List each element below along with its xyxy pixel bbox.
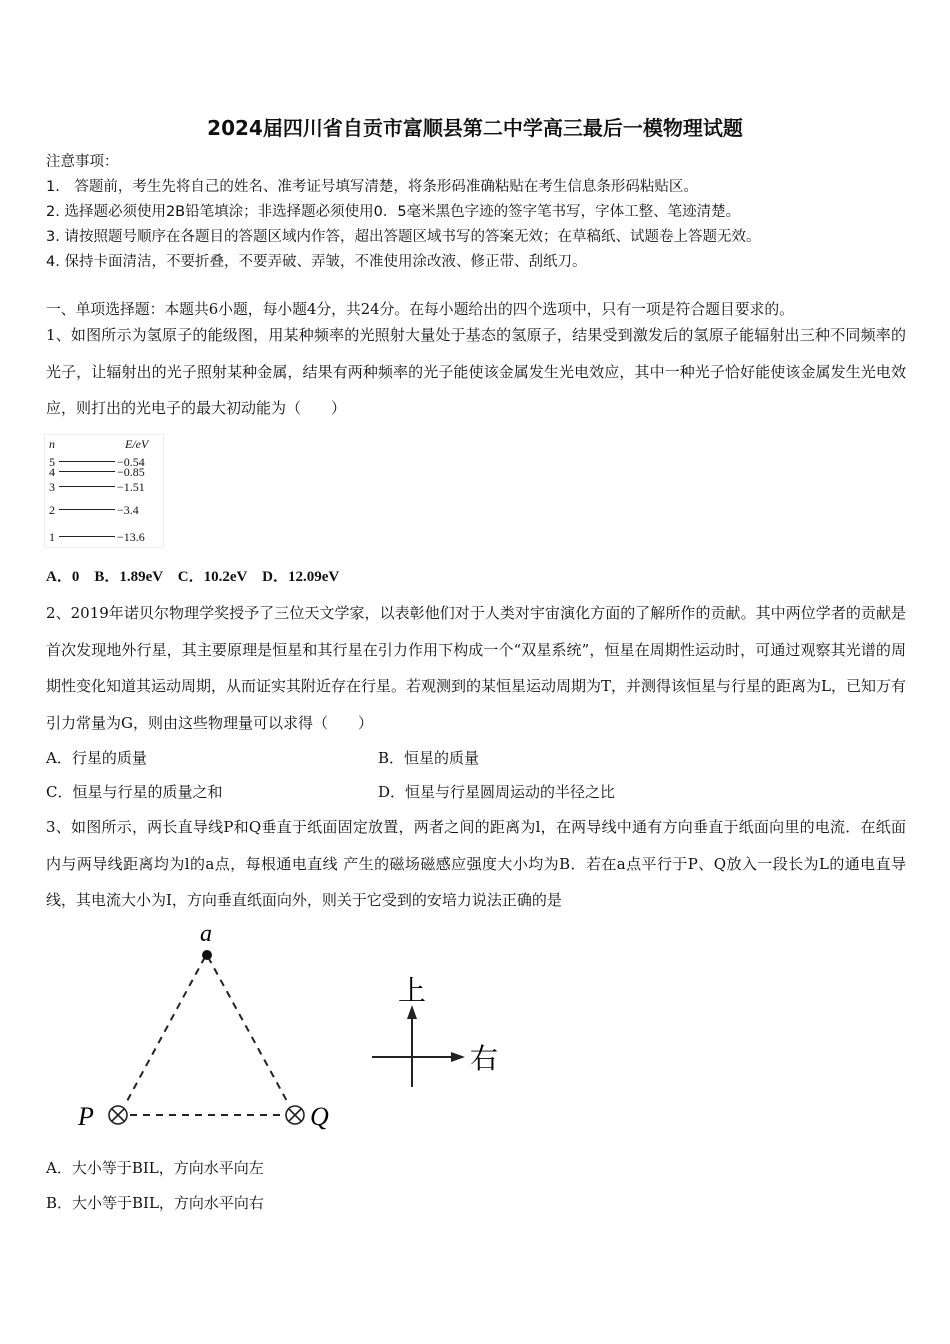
n-label: n	[49, 437, 55, 451]
question-3-stem: 3、如图所示，两长直导线P和Q垂直于纸面固定放置，两者之间的距离为l，在两导线中通有方向垂直于纸面向里的电流．在纸面内与两导线距离均为l的a点，每根通电直线 产生的磁场磁感应强度大小均为B．若在a点平行于P、Q放入一段长为L的通电直导线，其电流大小为I，方向垂直纸面向外，则关于它受到的安培力说法正确的是	[46, 818, 906, 909]
wire-p-cross-icon	[109, 1106, 127, 1124]
question-2-stem: 2、2019年诺贝尔物理学奖授予了三位天文学家，以表彰他们对于人类对宇宙演化方面的了解所作的贡献。其中两位学者的贡献是首次发现地外行星，其主要原理是恒星和其行星在引力作用下构成一个“双星系统”，恒星在周期性运动时，可通过观察其光谱的周期性变化知道其运动周期，从而证实其附近存在行星。若观测到的某恒星运动周期为T，并测得该恒星与行星的距离为L，已知万有引力常量为G，则由这些物理量可以求得（ ）	[46, 604, 906, 732]
question-1-options: A．0 B．1.89eV C．10.2eV D．12.09eV	[46, 569, 340, 585]
page-title: 2024届四川省自贡市富顺县第二中学高三最后一模物理试题	[207, 116, 743, 140]
note-item: 1. 答题前，考生先将自己的姓名、准考证号填写清楚，将条形码准确粘贴在考生信息条形码粘贴区。	[46, 179, 698, 195]
dashed-line-ap	[126, 957, 205, 1103]
notes-heading: 注意事项：	[46, 154, 119, 170]
energy-level: 1 −13.6	[49, 530, 145, 544]
label-a: a	[200, 921, 212, 947]
option-a: A．大小等于BIL，方向水平向左	[46, 1159, 264, 1177]
energy-level: 2 −3.4	[49, 503, 139, 517]
energy-level-diagram	[44, 434, 164, 548]
wire-diagram	[0, 915, 560, 1145]
energy-level: 5 −0.54	[49, 455, 145, 469]
option-b: B．恒星的质量	[378, 749, 480, 767]
section-heading: 一、单项选择题：本题共6小题，每小题4分，共24分。在每小题给出的四个选项中，只有一项是符合题目要求的。	[46, 301, 794, 318]
option-c: C．恒星与行星的质量之和	[46, 783, 223, 801]
point-a	[202, 950, 212, 960]
notes	[46, 150, 906, 275]
note-item: 2. 选择题必须使用2B铅笔填涂；非选择题必须使用0．5毫米黑色字迹的签字笔书写，字体工整、笔迹清楚。	[46, 204, 741, 220]
label-p: P	[78, 1102, 94, 1131]
wire-q-cross-icon	[286, 1106, 304, 1124]
label-q: Q	[310, 1102, 329, 1131]
dashed-line-aq	[208, 957, 288, 1103]
energy-level: 3 −1.51	[49, 480, 145, 494]
direction-arrows-icon	[372, 1015, 455, 1087]
option-b: B．大小等于BIL，方向水平向右	[46, 1194, 264, 1212]
label-up: 上	[398, 974, 427, 1007]
label-right: 右	[470, 1042, 499, 1075]
energy-level: 4 −0.85	[49, 465, 145, 479]
energy-label: E/eV	[125, 437, 149, 451]
option-d: D．恒星与行星圆周运动的半径之比	[378, 783, 616, 801]
note-item: 4. 保持卡面清洁，不要折叠，不要弄破、弄皱，不准使用涂改液、修正带、刮纸刀。	[46, 254, 587, 270]
note-item: 3. 请按照题号顺序在各题目的答题区域内作答，超出答题区域书写的答案无效；在草稿纸、试题卷上答题无效。	[46, 229, 761, 245]
question-1-stem: 1、如图所示为氢原子的能级图，用某种频率的光照射大量处于基态的氢原子，结果受到激发后的氢原子能辐射出三种不同频率的光子，让辐射出的光子照射某种金属，结果有两种频率的光子能使该金属发生光电效应，其中一种光子恰好能使该金属发生光电效应，则打出的光电子的最大初动能为（ ）	[46, 326, 906, 417]
option-a: A．行星的质量	[46, 749, 147, 767]
